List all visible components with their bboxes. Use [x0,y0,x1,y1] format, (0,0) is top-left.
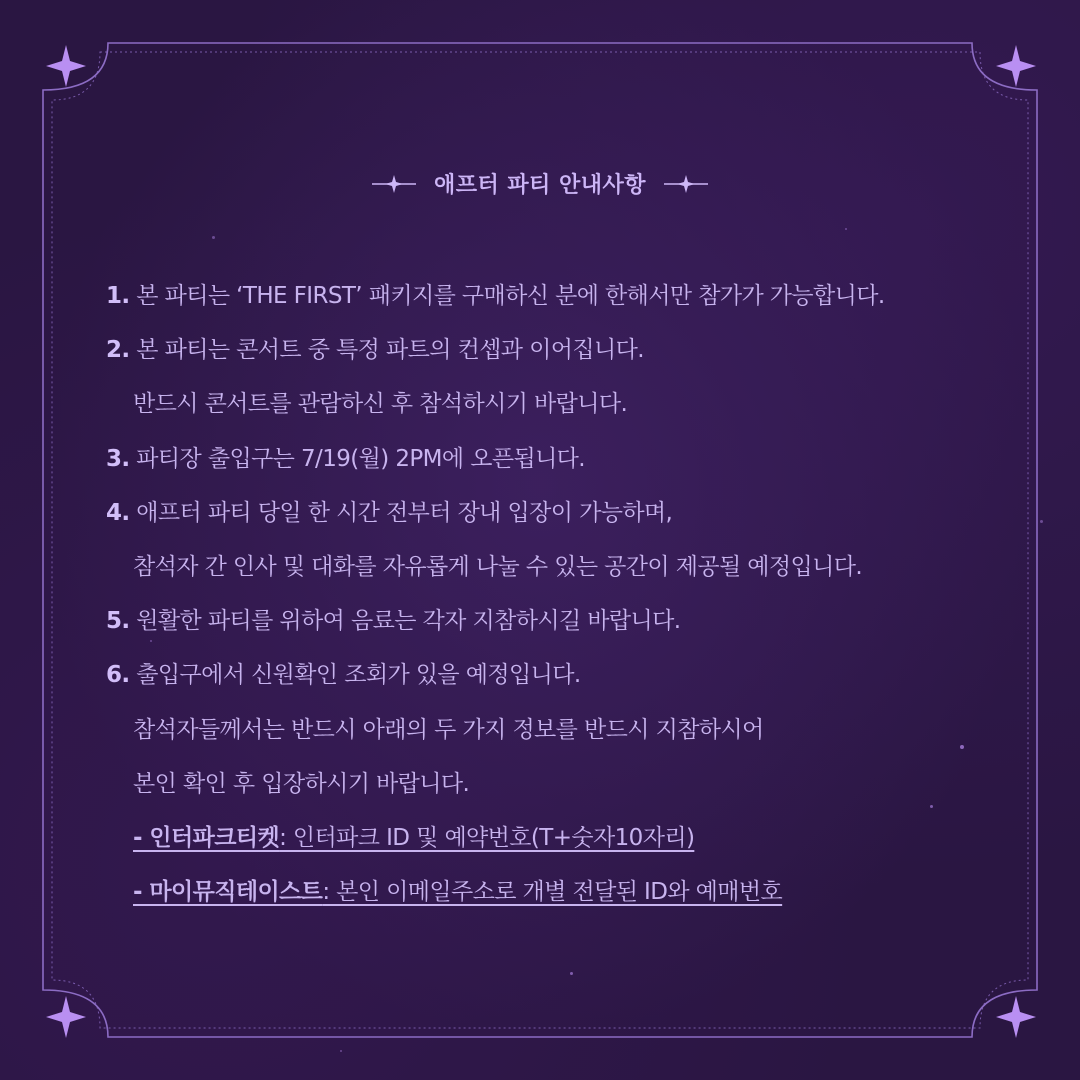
list-item-continuation [106,384,1006,438]
item-text: 반드시 콘서트를 관람하신 후 참석하시기 바랍니다. [133,391,628,418]
list-item [106,493,1006,547]
item-text: 원활한 파티를 위하여 음료는 각자 지참하시길 바랍니다. [136,608,681,635]
item-text: 파티장 출입구는 7/19(월) 2PM에 오픈됩니다. [136,445,586,472]
sub-label: - 마이뮤직테이스트 [133,879,323,906]
star-line-icon [372,174,416,194]
list-item [106,601,1006,655]
item-text: 애프터 파티 당일 한 시간 전부터 장내 입장이 가능하며, [136,499,673,526]
item-text: 출입구에서 신원확인 조회가 있을 예정입니다. [136,662,581,689]
sub-text: : 인터파크 ID 및 예약번호(T+숫자10자리) [279,824,695,851]
notice-list [106,276,1006,926]
item-text: 참석자들께서는 반드시 아래의 두 가지 정보를 반드시 지참하시어 [133,716,764,743]
item-text: 본 파티는 ‘THE FIRST’ 패키지를 구매하신 분에 한해서만 참가가 가능합니다. [136,283,885,309]
title-text: 애프터 파티 안내사항 [433,173,647,198]
list-item [106,655,1006,709]
item-number: 3. [106,445,130,472]
star-line-icon [664,174,708,194]
list-item-continuation [106,764,1006,818]
list-item-continuation [106,710,1006,764]
item-number: 4. [106,499,130,526]
item-number: 2. [106,337,130,364]
item-number: 5. [106,608,130,635]
sub-label: - 인터파크티켓 [133,824,280,851]
list-item [106,439,1006,493]
page-title [0,168,1080,199]
ticket-info-interpark [106,818,1006,872]
item-number: 1. [106,283,130,309]
sparkle-star-icon [996,996,1036,1038]
list-item [106,276,1006,330]
list-item [106,330,1006,384]
item-text: 참석자 간 인사 및 대화를 자유롭게 나눌 수 있는 공간이 제공될 예정입니다. [133,553,863,580]
sparkle-star-icon [46,45,86,87]
ticket-info-mymusictaste [106,872,1006,926]
item-number: 6. [106,662,130,689]
sparkle-star-icon [46,996,86,1038]
sub-text: : 본인 이메일주소로 개별 전달된 ID와 예매번호 [322,879,783,906]
sparkle-star-icon [996,45,1036,87]
item-text: 본 파티는 콘서트 중 특정 파트의 컨셉과 이어집니다. [136,337,644,364]
item-text: 본인 확인 후 입장하시기 바랍니다. [133,770,470,797]
list-item-continuation [106,547,1006,601]
